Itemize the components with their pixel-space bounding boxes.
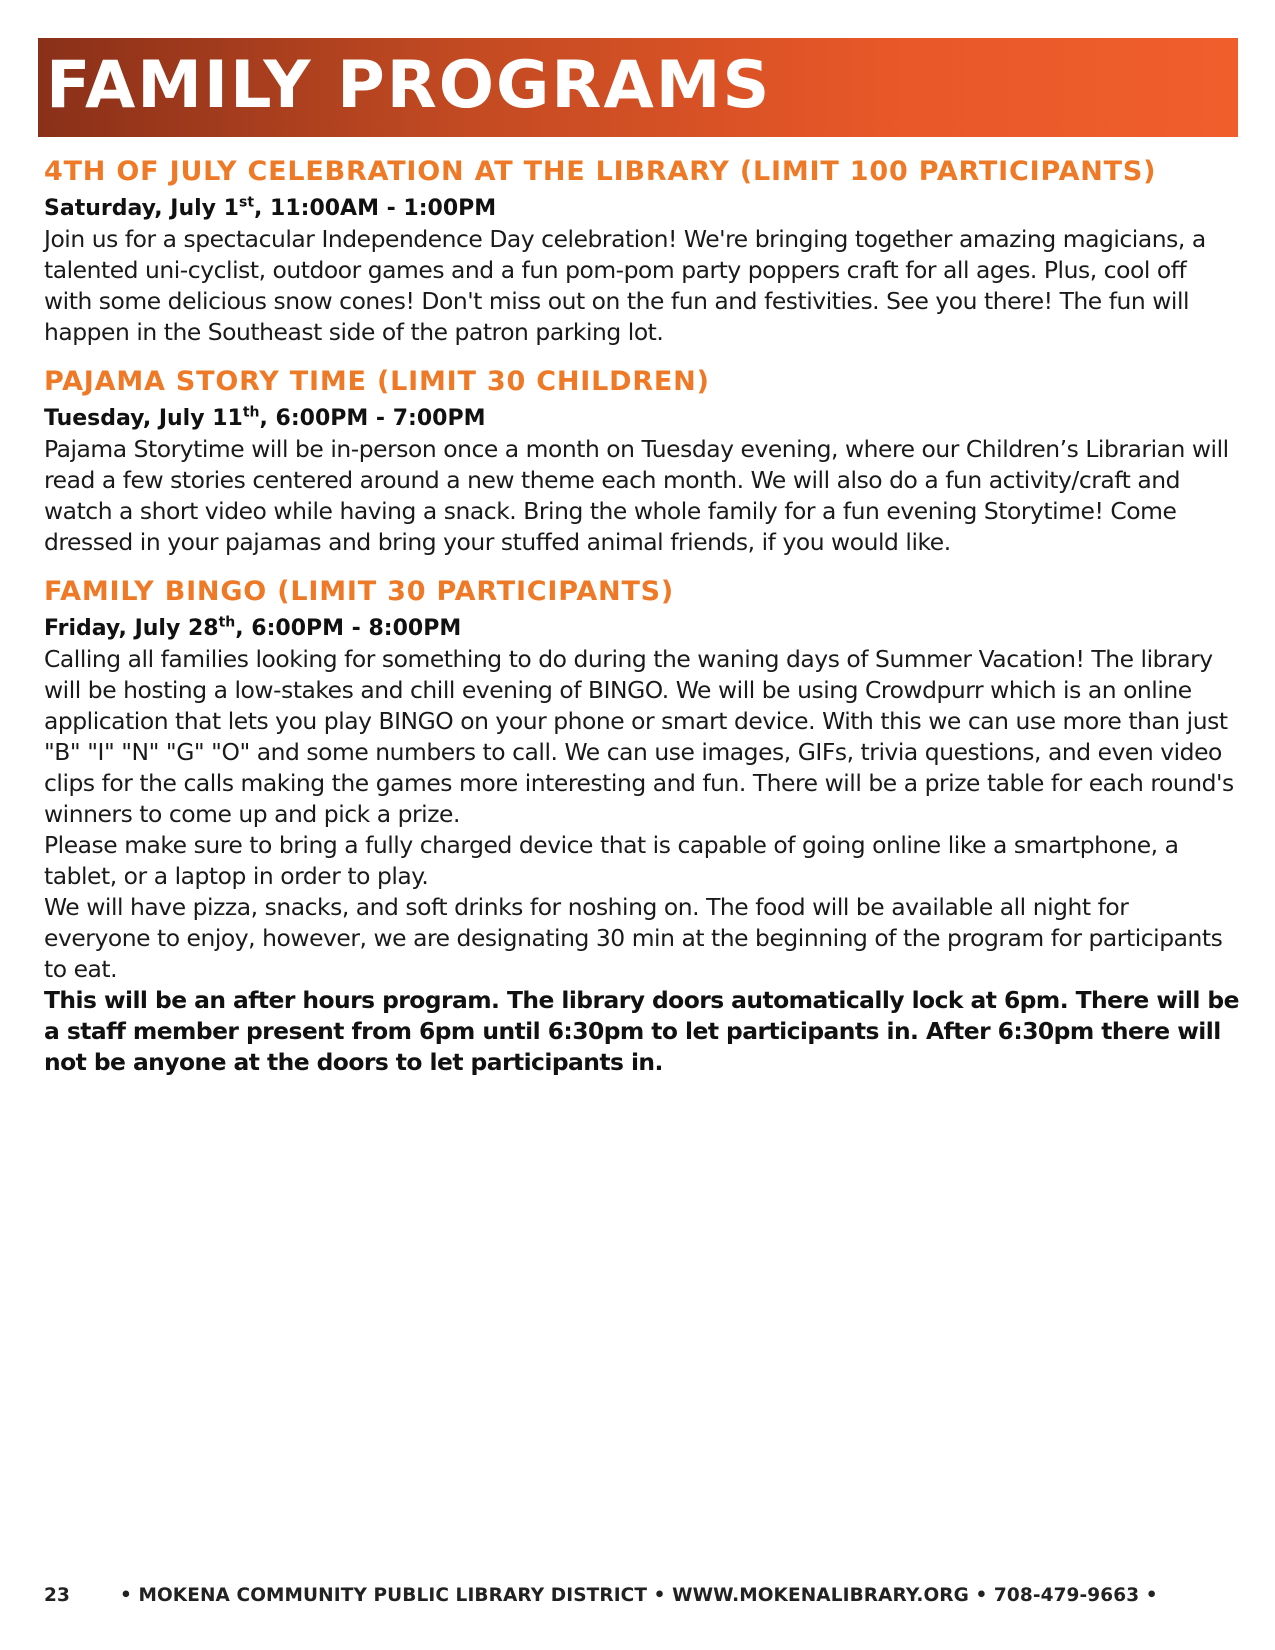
footer-contact: • MOKENA COMMUNITY PUBLIC LIBRARY DISTRICT • WWW.MOKENALIBRARY.ORG • 708-479-9663 • [120, 1585, 1158, 1606]
event-date-day: Friday, July 28 [44, 616, 219, 641]
event-date-ordinal: th [218, 614, 236, 631]
event-title: FAMILY BINGO (LIMIT 30 PARTICIPANTS) [44, 576, 675, 607]
event-description [44, 644, 1240, 985]
event-date-ordinal: th [242, 404, 260, 421]
event-description [44, 434, 1240, 558]
event-date-time: , 6:00PM - 8:00PM [235, 616, 462, 641]
event-date [44, 194, 1240, 224]
event-date-day: Saturday, July 1 [44, 196, 239, 221]
page-footer [44, 1585, 1234, 1606]
event-title: 4TH OF JULY CELEBRATION AT THE LIBRARY (LIMIT 100 PARTICIPANTS) [44, 156, 1157, 187]
event-family-bingo [44, 574, 1240, 1078]
event-paragraph: Calling all families looking for something to do during the waning days of Summer Vacation! The library will be hosting a low-stakes and chill evening of BINGO. We will be using Crowdpurr which is an online application that lets you play BINGO on your phone or smart device. With this we can use more than just "B" "I" "N" "G" "O" and some numbers to call. We can use images, GIFs, trivia questions, and even video clips for the calls making the games more interesting and fun. There will be a prize table for each round's winners to come up and pick a prize. [44, 645, 1234, 828]
event-paragraph: Please make sure to bring a fully charged device that is capable of going online like a smartphone, a tablet, or a laptop in order to play. [44, 831, 1179, 890]
page-title: FAMILY PROGRAMS [46, 48, 772, 123]
event-description [44, 224, 1240, 348]
event-paragraph: We will have pizza, snacks, and soft drinks for noshing on. The food will be available all night for everyone to enjoy, however, we are designating 30 min at the beginning of the program for participants to eat. [44, 893, 1223, 983]
page-number: 23 [44, 1585, 70, 1606]
event-paragraph: Pajama Storytime will be in-person once a month on Tuesday evening, where our Children’s Librarian will read a few stories centered around a new theme each month. We will also do a fun activity/craft and watch a short video while having a snack. Bring the whole family for a fun evening Storytime! Come dressed in your pajamas and bring your stuffed animal friends, if you would like. [44, 435, 1229, 556]
event-paragraph: Join us for a spectacular Independence Day celebration! We're bringing together amazing magicians, a talented uni-cyclist, outdoor games and a fun pom-pom party poppers craft for all ages. Plus, cool off with some delicious snow cones! Don't miss out on the fun and festivities. See you there! The fun will happen in the Southeast side of the patron parking lot. [44, 225, 1206, 346]
event-date-ordinal: st [238, 194, 255, 211]
events-content [44, 154, 1240, 1094]
event-july-4th [44, 154, 1240, 348]
event-title: PAJAMA STORY TIME (LIMIT 30 CHILDREN) [44, 366, 710, 397]
event-date [44, 404, 1240, 434]
event-pajama-story-time [44, 364, 1240, 558]
event-date [44, 614, 1240, 644]
event-date-time: , 6:00PM - 7:00PM [259, 406, 486, 431]
page-banner [38, 38, 1238, 137]
event-important-note: This will be an after hours program. The library doors automatically lock at 6pm. There will be a staff member present from 6pm until 6:30pm to let participants in. After 6:30pm there will not be anyone at the doors to let participants in. [44, 986, 1239, 1076]
event-date-time: , 11:00AM - 1:00PM [254, 196, 497, 221]
event-date-day: Tuesday, July 11 [44, 406, 243, 431]
